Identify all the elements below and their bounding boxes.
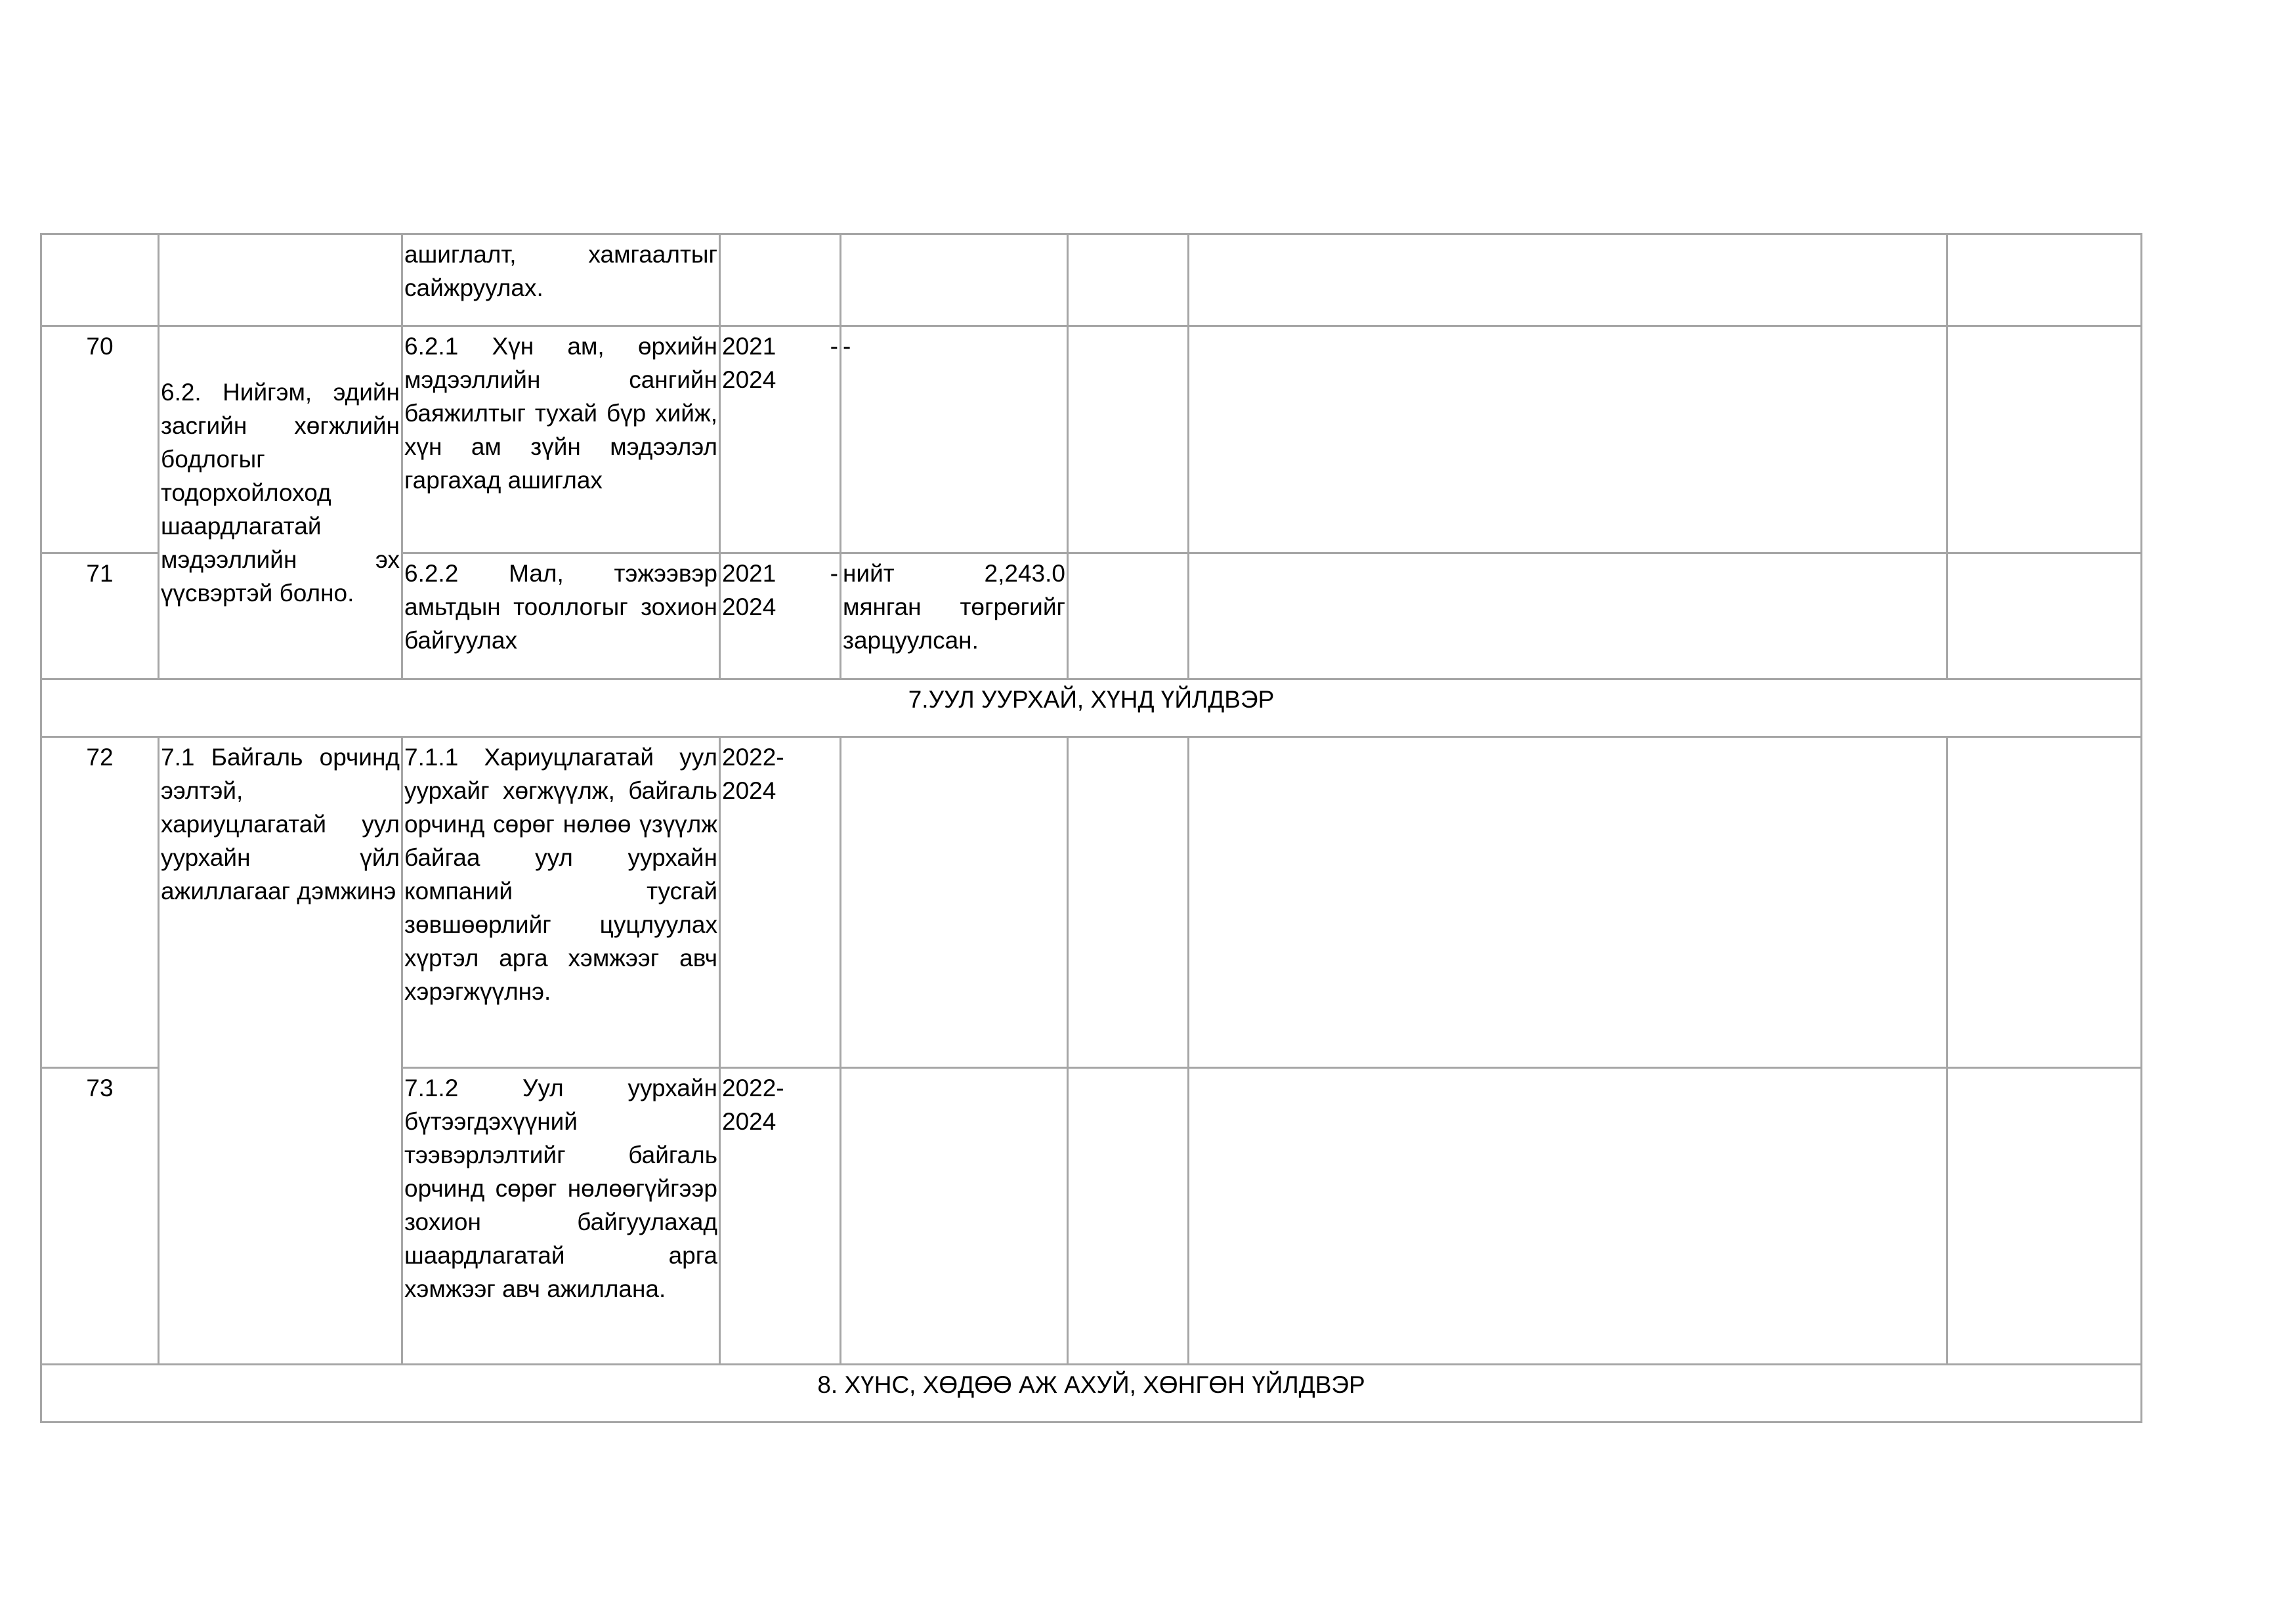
activity-cell: ашиглалт, хамгаалтыг сайжруулах. — [402, 234, 720, 326]
activity-cell: 7.1.2 Уул уурхайн бүтээгдэхүүний тээвэрлэлтийг байгаль орчинд сөрөг нөлөөгүйгээр зохион байгуулахад шаардлагатай арга хэмжээг авч ажиллана. — [402, 1068, 720, 1365]
empty-cell — [1068, 737, 1189, 1068]
table-row-continuation — [41, 234, 2142, 326]
budget-cell — [841, 737, 1068, 1068]
empty-cell — [1947, 234, 2142, 326]
period-cell: 2022- 2024 — [720, 737, 841, 1068]
empty-cell — [1189, 553, 1947, 679]
empty-cell — [1068, 234, 1189, 326]
goal-cell — [159, 234, 402, 326]
empty-cell — [1189, 1068, 1947, 1365]
empty-cell — [1947, 737, 2142, 1068]
empty-cell — [1189, 326, 1947, 553]
empty-cell — [1068, 553, 1189, 679]
row-number: 72 — [41, 737, 159, 1068]
section-row-7 — [41, 679, 2142, 737]
plan-table — [40, 233, 2142, 1423]
section-heading: 7.УУЛ УУРХАЙ, ХҮНД ҮЙЛДВЭР — [41, 679, 2142, 737]
budget-cell — [841, 1068, 1068, 1365]
table-row-72 — [41, 737, 2142, 1068]
num-cell — [41, 234, 159, 326]
goal-cell — [159, 326, 402, 679]
empty-cell — [1189, 737, 1947, 1068]
section-row-8 — [41, 1365, 2142, 1422]
row-number: 73 — [41, 1068, 159, 1365]
goal-text: 6.2. Нийгэм, эдийн засгийн хөгжлийн бодлогыг тодорхойлоход шаардлагатай мэдээллийн эх үүсвэртэй болно. — [161, 379, 400, 607]
empty-cell — [1068, 1068, 1189, 1365]
table-row-70 — [41, 326, 2142, 553]
period-cell: 2021 - 2024 — [720, 326, 841, 553]
empty-cell — [1947, 1068, 2142, 1365]
empty-cell — [1189, 234, 1947, 326]
empty-cell — [1947, 326, 2142, 553]
period-cell — [720, 234, 841, 326]
activity-cell: 7.1.1 Хариуцлагатай уул уурхайг хөгжүүлж, байгаль орчинд сөрөг нөлөө үзүүлж байгаа уул уурхайн компаний тусгай зөвшөөрлийг цуцлуулах хүртэл арга хэмжээг авч хэрэгжүүлнэ. — [402, 737, 720, 1068]
activity-cell: 6.2.1 Хүн ам, өрхийн мэдээллийн сангийн баяжилтыг тухай бүр хийж, хүн ам зүйн мэдээлэл гаргахад ашиглах — [402, 326, 720, 553]
row-number: 71 — [41, 553, 159, 679]
budget-cell — [841, 234, 1068, 326]
period-cell: 2021 - 2024 — [720, 553, 841, 679]
budget-cell: - — [841, 326, 1068, 553]
goal-cell: 7.1 Байгаль орчинд ээлтэй, хариуцлагатай уул уурхайн үйл ажиллагааг дэмжинэ — [159, 737, 402, 1365]
empty-cell — [1068, 326, 1189, 553]
section-heading: 8. ХҮНС, ХӨДӨӨ АЖ АХУЙ, ХӨНГӨН ҮЙЛДВЭР — [41, 1365, 2142, 1422]
budget-cell: нийт 2,243.0 мянган төгрөгийг зарцуулсан. — [841, 553, 1068, 679]
row-number: 70 — [41, 326, 159, 553]
period-cell: 2022- 2024 — [720, 1068, 841, 1365]
empty-cell — [1947, 553, 2142, 679]
activity-cell: 6.2.2 Мал, тэжээвэр амьтдын тооллогыг зохион байгуулах — [402, 553, 720, 679]
